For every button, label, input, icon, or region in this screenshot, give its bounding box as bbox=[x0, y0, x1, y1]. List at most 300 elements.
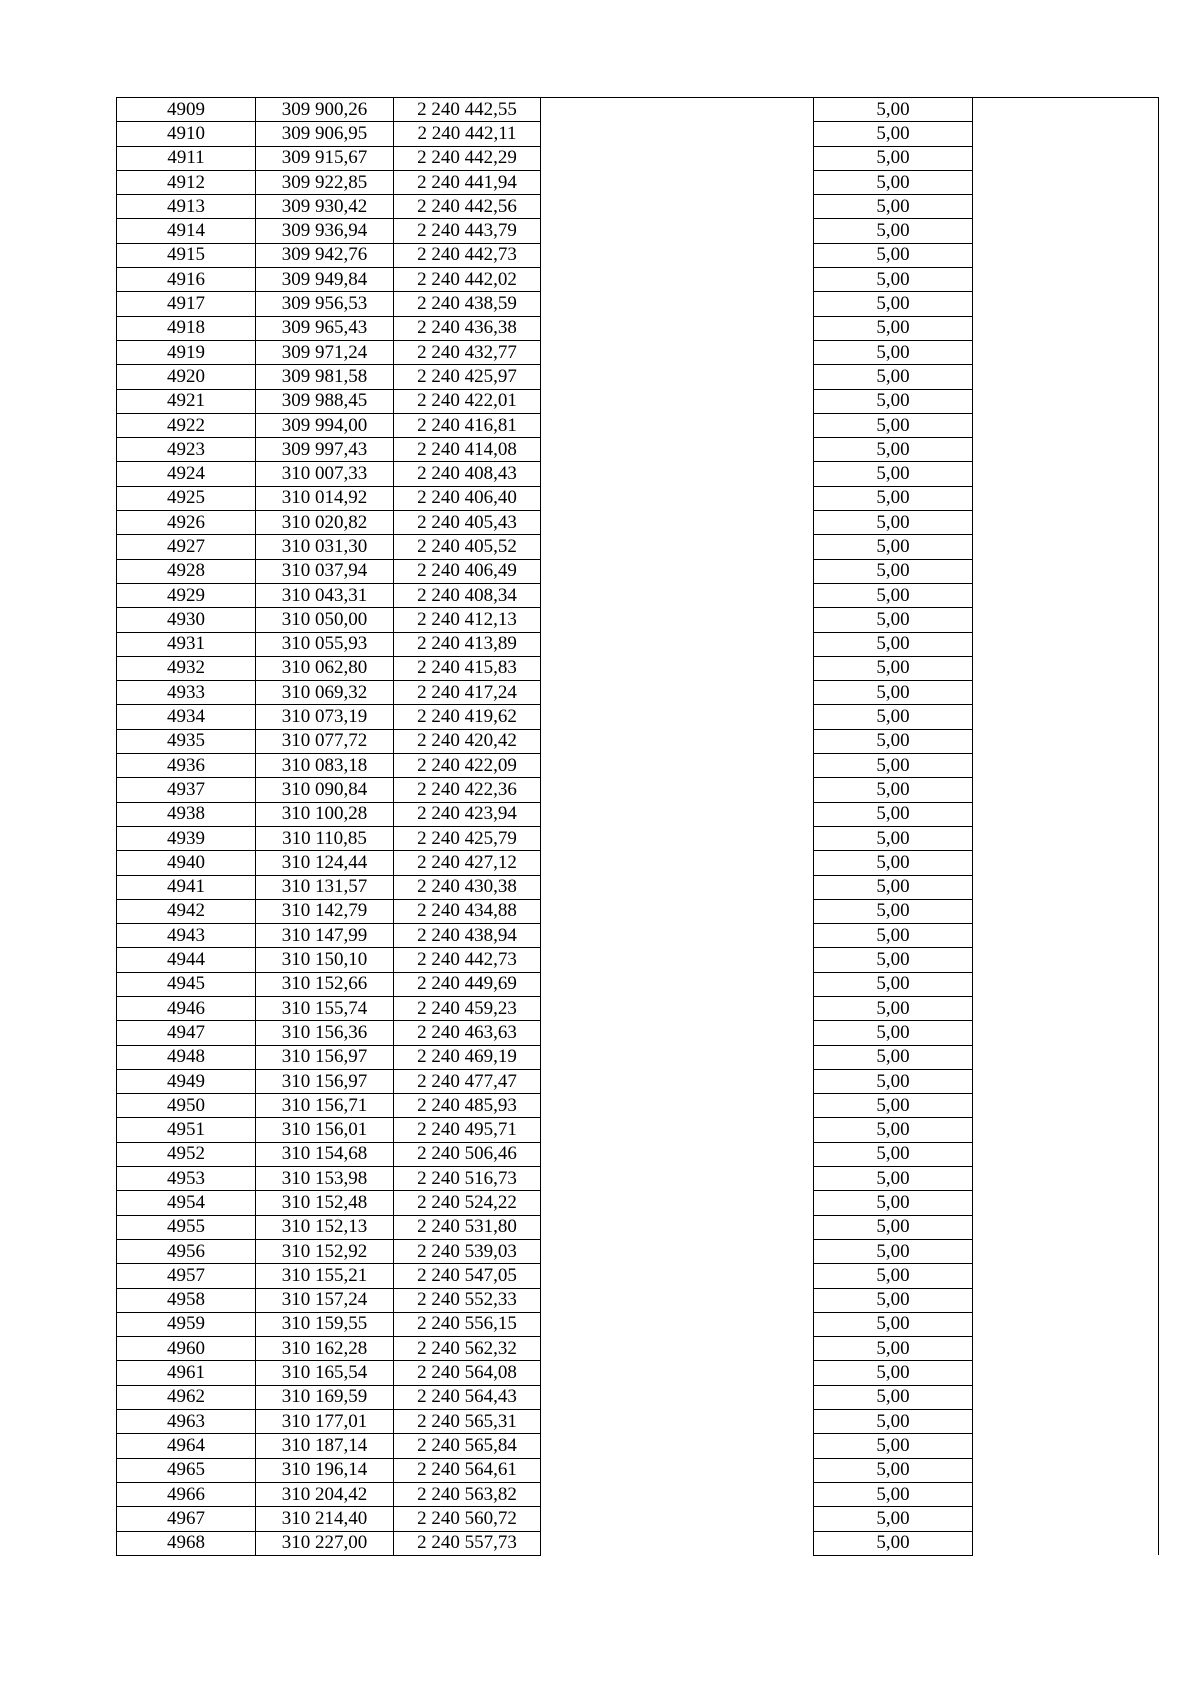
empty-cell bbox=[973, 340, 1159, 364]
point-number-cell: 4928 bbox=[117, 559, 256, 583]
table-row bbox=[117, 948, 1159, 972]
empty-cell bbox=[973, 1458, 1159, 1482]
empty-cell bbox=[973, 1215, 1159, 1239]
y-coordinate-cell: 2 240 425,79 bbox=[394, 826, 541, 850]
y-coordinate-cell: 2 240 552,33 bbox=[394, 1288, 541, 1312]
table-row bbox=[117, 1312, 1159, 1336]
point-number-cell: 4960 bbox=[117, 1337, 256, 1361]
x-coordinate-cell: 310 110,85 bbox=[256, 826, 394, 850]
empty-cell bbox=[541, 486, 814, 510]
empty-cell bbox=[541, 996, 814, 1020]
y-coordinate-cell: 2 240 442,73 bbox=[394, 243, 541, 267]
tolerance-cell: 5,00 bbox=[814, 389, 973, 413]
x-coordinate-cell: 310 153,98 bbox=[256, 1167, 394, 1191]
y-coordinate-cell: 2 240 463,63 bbox=[394, 1021, 541, 1045]
empty-cell bbox=[973, 1288, 1159, 1312]
x-coordinate-cell: 309 942,76 bbox=[256, 243, 394, 267]
tolerance-cell: 5,00 bbox=[814, 1045, 973, 1069]
empty-cell bbox=[541, 1191, 814, 1215]
y-coordinate-cell: 2 240 556,15 bbox=[394, 1312, 541, 1336]
table-row bbox=[117, 1288, 1159, 1312]
table-row bbox=[117, 535, 1159, 559]
point-number-cell: 4926 bbox=[117, 511, 256, 535]
table-row bbox=[117, 511, 1159, 535]
y-coordinate-cell: 2 240 405,43 bbox=[394, 511, 541, 535]
point-number-cell: 4940 bbox=[117, 851, 256, 875]
empty-cell bbox=[973, 219, 1159, 243]
point-number-cell: 4932 bbox=[117, 656, 256, 680]
empty-cell bbox=[973, 1482, 1159, 1506]
table-row bbox=[117, 608, 1159, 632]
empty-cell bbox=[973, 1118, 1159, 1142]
x-coordinate-cell: 310 214,40 bbox=[256, 1507, 394, 1531]
empty-cell bbox=[973, 1045, 1159, 1069]
x-coordinate-cell: 309 930,42 bbox=[256, 195, 394, 219]
tolerance-cell: 5,00 bbox=[814, 1239, 973, 1263]
tolerance-cell: 5,00 bbox=[814, 608, 973, 632]
point-number-cell: 4914 bbox=[117, 219, 256, 243]
y-coordinate-cell: 2 240 438,94 bbox=[394, 924, 541, 948]
empty-cell bbox=[973, 389, 1159, 413]
tolerance-cell: 5,00 bbox=[814, 292, 973, 316]
x-coordinate-cell: 310 196,14 bbox=[256, 1458, 394, 1482]
x-coordinate-cell: 310 124,44 bbox=[256, 851, 394, 875]
empty-cell bbox=[973, 559, 1159, 583]
y-coordinate-cell: 2 240 469,19 bbox=[394, 1045, 541, 1069]
x-coordinate-cell: 310 159,55 bbox=[256, 1312, 394, 1336]
y-coordinate-cell: 2 240 539,03 bbox=[394, 1239, 541, 1263]
empty-cell bbox=[973, 875, 1159, 899]
empty-cell bbox=[973, 486, 1159, 510]
y-coordinate-cell: 2 240 557,73 bbox=[394, 1531, 541, 1555]
tolerance-cell: 5,00 bbox=[814, 754, 973, 778]
tolerance-cell: 5,00 bbox=[814, 195, 973, 219]
table-row bbox=[117, 413, 1159, 437]
y-coordinate-cell: 2 240 412,13 bbox=[394, 608, 541, 632]
table-row bbox=[117, 170, 1159, 194]
empty-cell bbox=[541, 462, 814, 486]
empty-cell bbox=[973, 268, 1159, 292]
tolerance-cell: 5,00 bbox=[814, 1410, 973, 1434]
empty-cell bbox=[541, 1045, 814, 1069]
x-coordinate-cell: 309 956,53 bbox=[256, 292, 394, 316]
point-number-cell: 4930 bbox=[117, 608, 256, 632]
empty-cell bbox=[541, 195, 814, 219]
empty-cell bbox=[541, 389, 814, 413]
table-row bbox=[117, 438, 1159, 462]
empty-cell bbox=[541, 875, 814, 899]
tolerance-cell: 5,00 bbox=[814, 122, 973, 146]
table-row bbox=[117, 243, 1159, 267]
point-number-cell: 4911 bbox=[117, 146, 256, 170]
empty-cell bbox=[973, 1264, 1159, 1288]
point-number-cell: 4921 bbox=[117, 389, 256, 413]
empty-cell bbox=[541, 146, 814, 170]
empty-cell bbox=[973, 1142, 1159, 1166]
point-number-cell: 4955 bbox=[117, 1215, 256, 1239]
x-coordinate-cell: 310 037,94 bbox=[256, 559, 394, 583]
y-coordinate-cell: 2 240 430,38 bbox=[394, 875, 541, 899]
y-coordinate-cell: 2 240 516,73 bbox=[394, 1167, 541, 1191]
x-coordinate-cell: 310 152,66 bbox=[256, 972, 394, 996]
empty-cell bbox=[541, 705, 814, 729]
x-coordinate-cell: 310 007,33 bbox=[256, 462, 394, 486]
x-coordinate-cell: 310 131,57 bbox=[256, 875, 394, 899]
point-number-cell: 4963 bbox=[117, 1410, 256, 1434]
empty-cell bbox=[541, 1410, 814, 1434]
x-coordinate-cell: 310 177,01 bbox=[256, 1410, 394, 1434]
x-coordinate-cell: 310 162,28 bbox=[256, 1337, 394, 1361]
empty-cell bbox=[973, 924, 1159, 948]
x-coordinate-cell: 310 152,48 bbox=[256, 1191, 394, 1215]
x-coordinate-cell: 309 900,26 bbox=[256, 98, 394, 122]
point-number-cell: 4958 bbox=[117, 1288, 256, 1312]
tolerance-cell: 5,00 bbox=[814, 1531, 973, 1555]
y-coordinate-cell: 2 240 432,77 bbox=[394, 340, 541, 364]
table-row bbox=[117, 1361, 1159, 1385]
tolerance-cell: 5,00 bbox=[814, 1482, 973, 1506]
y-coordinate-cell: 2 240 434,88 bbox=[394, 899, 541, 923]
y-coordinate-cell: 2 240 408,34 bbox=[394, 583, 541, 607]
y-coordinate-cell: 2 240 442,02 bbox=[394, 268, 541, 292]
point-number-cell: 4943 bbox=[117, 924, 256, 948]
empty-cell bbox=[541, 268, 814, 292]
x-coordinate-cell: 310 077,72 bbox=[256, 729, 394, 753]
tolerance-cell: 5,00 bbox=[814, 438, 973, 462]
y-coordinate-cell: 2 240 485,93 bbox=[394, 1094, 541, 1118]
table-row bbox=[117, 1507, 1159, 1531]
tolerance-cell: 5,00 bbox=[814, 365, 973, 389]
empty-cell bbox=[541, 413, 814, 437]
tolerance-cell: 5,00 bbox=[814, 268, 973, 292]
tolerance-cell: 5,00 bbox=[814, 1337, 973, 1361]
empty-cell bbox=[973, 413, 1159, 437]
empty-cell bbox=[541, 1531, 814, 1555]
empty-cell bbox=[973, 996, 1159, 1020]
empty-cell bbox=[541, 1264, 814, 1288]
tolerance-cell: 5,00 bbox=[814, 1507, 973, 1531]
x-coordinate-cell: 309 988,45 bbox=[256, 389, 394, 413]
y-coordinate-cell: 2 240 565,84 bbox=[394, 1434, 541, 1458]
tolerance-cell: 5,00 bbox=[814, 559, 973, 583]
empty-cell bbox=[973, 1312, 1159, 1336]
point-number-cell: 4915 bbox=[117, 243, 256, 267]
y-coordinate-cell: 2 240 420,42 bbox=[394, 729, 541, 753]
point-number-cell: 4947 bbox=[117, 1021, 256, 1045]
empty-cell bbox=[973, 826, 1159, 850]
empty-cell bbox=[541, 948, 814, 972]
empty-cell bbox=[973, 170, 1159, 194]
y-coordinate-cell: 2 240 427,12 bbox=[394, 851, 541, 875]
empty-cell bbox=[541, 1507, 814, 1531]
empty-cell bbox=[973, 1337, 1159, 1361]
point-number-cell: 4939 bbox=[117, 826, 256, 850]
empty-cell bbox=[541, 1288, 814, 1312]
empty-cell bbox=[541, 1118, 814, 1142]
point-number-cell: 4954 bbox=[117, 1191, 256, 1215]
tolerance-cell: 5,00 bbox=[814, 340, 973, 364]
y-coordinate-cell: 2 240 495,71 bbox=[394, 1118, 541, 1142]
empty-cell bbox=[973, 1410, 1159, 1434]
empty-cell bbox=[973, 146, 1159, 170]
point-number-cell: 4962 bbox=[117, 1385, 256, 1409]
empty-cell bbox=[541, 681, 814, 705]
tolerance-cell: 5,00 bbox=[814, 656, 973, 680]
x-coordinate-cell: 310 156,01 bbox=[256, 1118, 394, 1142]
x-coordinate-cell: 310 062,80 bbox=[256, 656, 394, 680]
empty-cell bbox=[973, 1069, 1159, 1093]
table-row bbox=[117, 802, 1159, 826]
tolerance-cell: 5,00 bbox=[814, 729, 973, 753]
x-coordinate-cell: 310 169,59 bbox=[256, 1385, 394, 1409]
point-number-cell: 4957 bbox=[117, 1264, 256, 1288]
empty-cell bbox=[541, 438, 814, 462]
tolerance-cell: 5,00 bbox=[814, 996, 973, 1020]
empty-cell bbox=[541, 1069, 814, 1093]
table-row bbox=[117, 1191, 1159, 1215]
empty-cell bbox=[541, 583, 814, 607]
coordinates-table-body bbox=[117, 98, 1159, 1556]
tolerance-cell: 5,00 bbox=[814, 462, 973, 486]
x-coordinate-cell: 310 156,36 bbox=[256, 1021, 394, 1045]
tolerance-cell: 5,00 bbox=[814, 413, 973, 437]
y-coordinate-cell: 2 240 524,22 bbox=[394, 1191, 541, 1215]
tolerance-cell: 5,00 bbox=[814, 802, 973, 826]
y-coordinate-cell: 2 240 442,55 bbox=[394, 98, 541, 122]
empty-cell bbox=[973, 729, 1159, 753]
point-number-cell: 4966 bbox=[117, 1482, 256, 1506]
empty-cell bbox=[973, 462, 1159, 486]
y-coordinate-cell: 2 240 414,08 bbox=[394, 438, 541, 462]
empty-cell bbox=[541, 802, 814, 826]
empty-cell bbox=[541, 1361, 814, 1385]
empty-cell bbox=[541, 826, 814, 850]
point-number-cell: 4941 bbox=[117, 875, 256, 899]
tolerance-cell: 5,00 bbox=[814, 705, 973, 729]
table-row bbox=[117, 1142, 1159, 1166]
y-coordinate-cell: 2 240 449,69 bbox=[394, 972, 541, 996]
y-coordinate-cell: 2 240 547,05 bbox=[394, 1264, 541, 1288]
empty-cell bbox=[973, 681, 1159, 705]
empty-cell bbox=[973, 656, 1159, 680]
x-coordinate-cell: 310 142,79 bbox=[256, 899, 394, 923]
empty-cell bbox=[541, 851, 814, 875]
table-row bbox=[117, 389, 1159, 413]
x-coordinate-cell: 309 906,95 bbox=[256, 122, 394, 146]
table-row bbox=[117, 851, 1159, 875]
point-number-cell: 4931 bbox=[117, 632, 256, 656]
x-coordinate-cell: 310 069,32 bbox=[256, 681, 394, 705]
empty-cell bbox=[541, 656, 814, 680]
point-number-cell: 4918 bbox=[117, 316, 256, 340]
x-coordinate-cell: 310 043,31 bbox=[256, 583, 394, 607]
tolerance-cell: 5,00 bbox=[814, 851, 973, 875]
tolerance-cell: 5,00 bbox=[814, 1458, 973, 1482]
table-row bbox=[117, 122, 1159, 146]
point-number-cell: 4924 bbox=[117, 462, 256, 486]
empty-cell bbox=[973, 608, 1159, 632]
point-number-cell: 4938 bbox=[117, 802, 256, 826]
table-row bbox=[117, 292, 1159, 316]
table-row bbox=[117, 924, 1159, 948]
empty-cell bbox=[541, 1142, 814, 1166]
tolerance-cell: 5,00 bbox=[814, 1215, 973, 1239]
empty-cell bbox=[973, 365, 1159, 389]
point-number-cell: 4956 bbox=[117, 1239, 256, 1263]
tolerance-cell: 5,00 bbox=[814, 1264, 973, 1288]
empty-cell bbox=[973, 948, 1159, 972]
y-coordinate-cell: 2 240 506,46 bbox=[394, 1142, 541, 1166]
point-number-cell: 4945 bbox=[117, 972, 256, 996]
tolerance-cell: 5,00 bbox=[814, 924, 973, 948]
y-coordinate-cell: 2 240 459,23 bbox=[394, 996, 541, 1020]
x-coordinate-cell: 310 187,14 bbox=[256, 1434, 394, 1458]
empty-cell bbox=[541, 1167, 814, 1191]
y-coordinate-cell: 2 240 562,32 bbox=[394, 1337, 541, 1361]
tolerance-cell: 5,00 bbox=[814, 899, 973, 923]
point-number-cell: 4961 bbox=[117, 1361, 256, 1385]
table-row bbox=[117, 1021, 1159, 1045]
empty-cell bbox=[973, 1434, 1159, 1458]
x-coordinate-cell: 309 965,43 bbox=[256, 316, 394, 340]
tolerance-cell: 5,00 bbox=[814, 778, 973, 802]
empty-cell bbox=[973, 535, 1159, 559]
table-row bbox=[117, 875, 1159, 899]
point-number-cell: 4949 bbox=[117, 1069, 256, 1093]
point-number-cell: 4927 bbox=[117, 535, 256, 559]
empty-cell bbox=[541, 1312, 814, 1336]
point-number-cell: 4936 bbox=[117, 754, 256, 778]
point-number-cell: 4913 bbox=[117, 195, 256, 219]
tolerance-cell: 5,00 bbox=[814, 486, 973, 510]
y-coordinate-cell: 2 240 564,61 bbox=[394, 1458, 541, 1482]
table-row bbox=[117, 778, 1159, 802]
table-row bbox=[117, 996, 1159, 1020]
empty-cell bbox=[973, 1361, 1159, 1385]
point-number-cell: 4909 bbox=[117, 98, 256, 122]
x-coordinate-cell: 310 055,93 bbox=[256, 632, 394, 656]
x-coordinate-cell: 310 156,97 bbox=[256, 1045, 394, 1069]
table-row bbox=[117, 1118, 1159, 1142]
table-row bbox=[117, 1167, 1159, 1191]
tolerance-cell: 5,00 bbox=[814, 583, 973, 607]
empty-cell bbox=[973, 705, 1159, 729]
point-number-cell: 4912 bbox=[117, 170, 256, 194]
empty-cell bbox=[541, 511, 814, 535]
y-coordinate-cell: 2 240 442,29 bbox=[394, 146, 541, 170]
table-row bbox=[117, 1337, 1159, 1361]
y-coordinate-cell: 2 240 422,01 bbox=[394, 389, 541, 413]
tolerance-cell: 5,00 bbox=[814, 1191, 973, 1215]
point-number-cell: 4948 bbox=[117, 1045, 256, 1069]
empty-cell bbox=[973, 438, 1159, 462]
tolerance-cell: 5,00 bbox=[814, 316, 973, 340]
point-number-cell: 4942 bbox=[117, 899, 256, 923]
point-number-cell: 4920 bbox=[117, 365, 256, 389]
x-coordinate-cell: 310 156,97 bbox=[256, 1069, 394, 1093]
empty-cell bbox=[973, 98, 1159, 122]
tolerance-cell: 5,00 bbox=[814, 632, 973, 656]
point-number-cell: 4933 bbox=[117, 681, 256, 705]
tolerance-cell: 5,00 bbox=[814, 1434, 973, 1458]
x-coordinate-cell: 310 031,30 bbox=[256, 535, 394, 559]
x-coordinate-cell: 310 083,18 bbox=[256, 754, 394, 778]
x-coordinate-cell: 309 994,00 bbox=[256, 413, 394, 437]
x-coordinate-cell: 310 100,28 bbox=[256, 802, 394, 826]
table-row bbox=[117, 146, 1159, 170]
table-row bbox=[117, 1434, 1159, 1458]
tolerance-cell: 5,00 bbox=[814, 1142, 973, 1166]
table-row bbox=[117, 1264, 1159, 1288]
x-coordinate-cell: 310 204,42 bbox=[256, 1482, 394, 1506]
empty-cell bbox=[541, 219, 814, 243]
tolerance-cell: 5,00 bbox=[814, 1312, 973, 1336]
empty-cell bbox=[973, 583, 1159, 607]
tolerance-cell: 5,00 bbox=[814, 1167, 973, 1191]
table-row bbox=[117, 899, 1159, 923]
empty-cell bbox=[541, 98, 814, 122]
tolerance-cell: 5,00 bbox=[814, 170, 973, 194]
empty-cell bbox=[541, 899, 814, 923]
y-coordinate-cell: 2 240 423,94 bbox=[394, 802, 541, 826]
empty-cell bbox=[541, 559, 814, 583]
table-row bbox=[117, 972, 1159, 996]
empty-cell bbox=[541, 1434, 814, 1458]
table-row bbox=[117, 559, 1159, 583]
empty-cell bbox=[541, 972, 814, 996]
x-coordinate-cell: 309 971,24 bbox=[256, 340, 394, 364]
tolerance-cell: 5,00 bbox=[814, 98, 973, 122]
y-coordinate-cell: 2 240 438,59 bbox=[394, 292, 541, 316]
empty-cell bbox=[973, 1191, 1159, 1215]
table-row bbox=[117, 1094, 1159, 1118]
x-coordinate-cell: 309 949,84 bbox=[256, 268, 394, 292]
empty-cell bbox=[973, 122, 1159, 146]
point-number-cell: 4919 bbox=[117, 340, 256, 364]
y-coordinate-cell: 2 240 443,79 bbox=[394, 219, 541, 243]
x-coordinate-cell: 310 147,99 bbox=[256, 924, 394, 948]
tolerance-cell: 5,00 bbox=[814, 1021, 973, 1045]
empty-cell bbox=[541, 122, 814, 146]
y-coordinate-cell: 2 240 422,36 bbox=[394, 778, 541, 802]
x-coordinate-cell: 310 152,92 bbox=[256, 1239, 394, 1263]
table-row bbox=[117, 826, 1159, 850]
empty-cell bbox=[541, 608, 814, 632]
table-row bbox=[117, 365, 1159, 389]
tolerance-cell: 5,00 bbox=[814, 972, 973, 996]
empty-cell bbox=[541, 243, 814, 267]
empty-cell bbox=[541, 1337, 814, 1361]
empty-cell bbox=[973, 1507, 1159, 1531]
empty-cell bbox=[973, 802, 1159, 826]
x-coordinate-cell: 310 155,21 bbox=[256, 1264, 394, 1288]
point-number-cell: 4965 bbox=[117, 1458, 256, 1482]
empty-cell bbox=[541, 316, 814, 340]
empty-cell bbox=[973, 1167, 1159, 1191]
point-number-cell: 4959 bbox=[117, 1312, 256, 1336]
x-coordinate-cell: 310 157,24 bbox=[256, 1288, 394, 1312]
table-row bbox=[117, 1531, 1159, 1555]
empty-cell bbox=[541, 1458, 814, 1482]
table-row bbox=[117, 1458, 1159, 1482]
table-row bbox=[117, 729, 1159, 753]
y-coordinate-cell: 2 240 565,31 bbox=[394, 1410, 541, 1434]
empty-cell bbox=[973, 1531, 1159, 1555]
x-coordinate-cell: 310 050,00 bbox=[256, 608, 394, 632]
x-coordinate-cell: 310 154,68 bbox=[256, 1142, 394, 1166]
empty-cell bbox=[541, 1094, 814, 1118]
y-coordinate-cell: 2 240 441,94 bbox=[394, 170, 541, 194]
